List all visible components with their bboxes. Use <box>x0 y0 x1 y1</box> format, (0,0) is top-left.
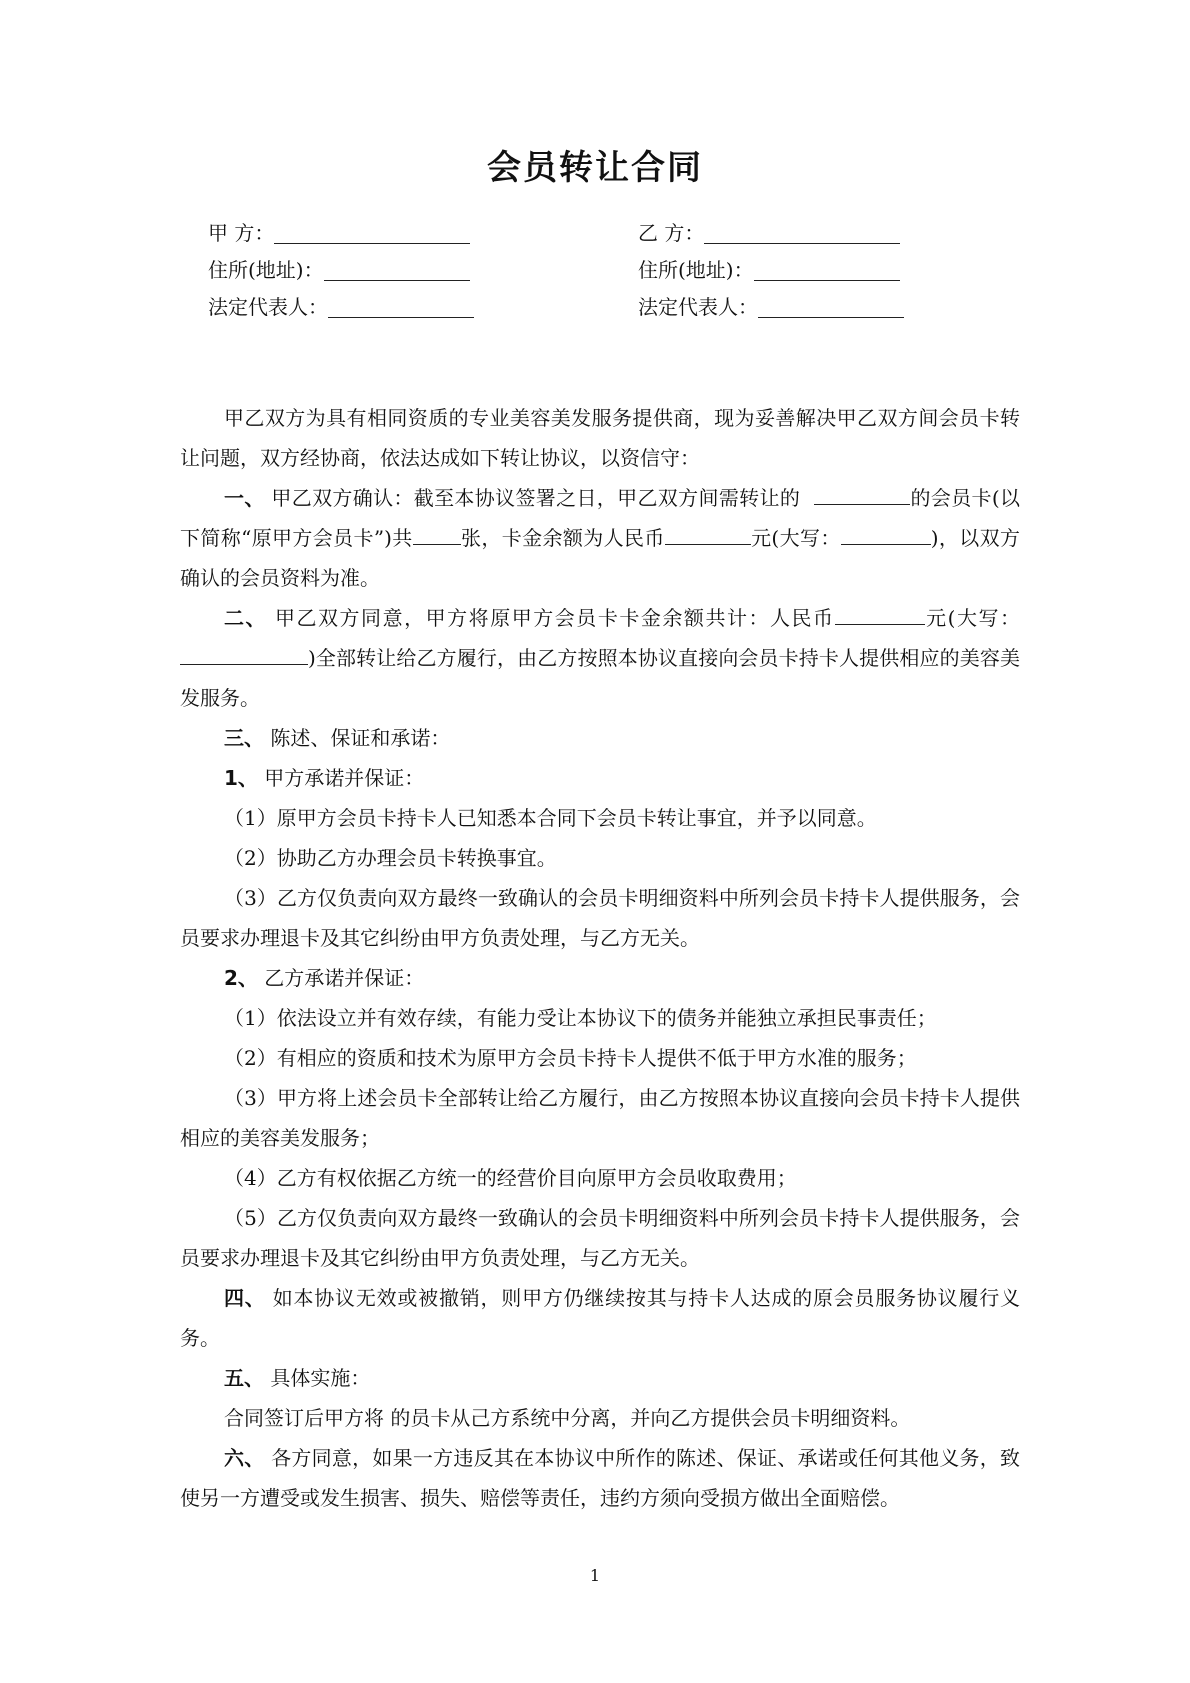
clause-6 <box>180 1438 1020 1518</box>
intro-paragraph: 甲乙双方为具有相同资质的专业美容美发服务提供商，现为妥善解决甲乙双方间会员卡转让问题，双方经协商，依法达成如下转让协议，以资信守： <box>180 406 1020 470</box>
clause-1-text-5: )，以双方确认的会员资料为准。 <box>180 526 1020 590</box>
clause-4-text: 如本协议无效或被撤销，则甲方仍继续按其与持卡人达成的原会员服务协议履行义务。 <box>180 1286 1021 1350</box>
contract-body <box>180 398 1020 1518</box>
party-a-address-row <box>208 255 470 285</box>
party-a-rep-row <box>208 292 474 322</box>
party-b-label: 乙 方： <box>638 221 705 245</box>
clause-6-text: 各方同意，如果一方违反其在本协议中所作的陈述、保证、承诺或任何其他义务，致使另一方遭受或发生损害、损失、赔偿等责任，违约方须向受损方做出全面赔偿。 <box>180 1446 1021 1510</box>
party-a-rep-label: 法定代表人： <box>208 295 328 319</box>
sub-clause-1-item-2: （2）协助乙方办理会员卡转换事宜。 <box>224 846 557 870</box>
clause-1-text-3: 张，卡金余额为人民币 <box>460 526 665 550</box>
clause-1-blank-amount <box>665 524 751 545</box>
party-b-address-label: 住所(地址)： <box>638 258 754 282</box>
clause-1-blank-name <box>814 484 910 505</box>
party-a-name-row <box>208 218 470 248</box>
clause-2-text-3: )全部转让给乙方履行，由乙方按照本协议直接向会员卡持卡人提供相应的美容美发服务。 <box>180 646 1020 710</box>
sub-clause-1-number: 1、 <box>224 766 258 790</box>
sub-clause-1-item-3: （3）乙方仅负责向双方最终一致确认的会员卡明细资料中所列会员卡持卡人提供服务，会员要求办理退卡及其它纠纷由甲方负责处理，与乙方无关。 <box>180 886 1020 950</box>
sub-clause-2-item-2: （2）有相应的资质和技术为原甲方会员卡持卡人提供不低于甲方水准的服务； <box>224 1046 917 1070</box>
clause-3-text: 陈述、保证和承诺： <box>270 726 451 750</box>
clause-2-text-1: 甲乙双方同意，甲方将原甲方会员卡卡金余额共计：人民币 <box>274 606 835 630</box>
party-b-rep-blank <box>758 295 904 318</box>
party-b-rep-row <box>638 292 904 322</box>
party-a-address-blank <box>324 258 470 281</box>
clause-1-blank-count <box>413 524 461 545</box>
clause-1-text-1: 甲乙双方确认：截至本协议签署之日，甲乙双方间需转让的 <box>271 486 801 510</box>
clause-3 <box>180 718 1020 758</box>
party-a-rep-blank <box>328 295 474 318</box>
clause-4-number: 四、 <box>224 1286 266 1310</box>
sub-clause-2 <box>180 958 1020 998</box>
party-b-address-row <box>638 255 900 285</box>
clause-1-blank-written-amount <box>841 524 895 545</box>
clause-1-number: 一、 <box>224 486 265 510</box>
clause-1-text-2: 的会员卡(以下简称“原甲方会员卡”)共 <box>180 486 1021 550</box>
party-b-name-blank <box>704 221 900 244</box>
clause-5-text: 具体实施： <box>270 1366 371 1390</box>
clause-2-number: 二、 <box>224 606 268 630</box>
sub-clause-2-item-1: （1）依法设立并有效存续，有能力受让本协议下的债务并能独立承担民事责任； <box>224 1006 937 1030</box>
party-b-name-row <box>638 218 900 248</box>
clause-4 <box>180 1278 1020 1358</box>
clause-2-blank-written-amount <box>180 644 308 665</box>
sub-clause-2-number: 2、 <box>224 966 258 990</box>
clause-6-number: 六、 <box>224 1446 265 1470</box>
party-a-label: 甲 方： <box>208 221 275 245</box>
clause-5-number: 五、 <box>224 1366 264 1390</box>
sub-clause-2-item-4: （4）乙方有权依据乙方统一的经营价目向原甲方会员收取费用； <box>224 1166 797 1190</box>
clause-2-blank-amount <box>835 604 925 625</box>
clause-2 <box>180 598 1020 718</box>
party-b-address-blank <box>754 258 900 281</box>
sub-clause-2-text: 乙方承诺并保证： <box>264 966 425 990</box>
party-a-address-label: 住所(地址)： <box>208 258 324 282</box>
document-title: 会员转让合同 <box>487 148 703 188</box>
clause-1-blank-written-amount-cont <box>895 524 931 545</box>
sub-clause-2-item-5: （5）乙方仅负责向双方最终一致确认的会员卡明细资料中所列会员卡持卡人提供服务，会员要求办理退卡及其它纠纷由甲方负责处理，与乙方无关。 <box>180 1206 1020 1270</box>
clause-1-text-4: 元(大写： <box>750 526 841 550</box>
clause-2-text-2: 元(大写： <box>924 606 1021 630</box>
clause-3-number: 三、 <box>224 726 264 750</box>
page-number: 1 <box>589 1566 601 1585</box>
party-a-name-blank <box>274 221 470 244</box>
clause-5 <box>180 1358 1020 1398</box>
sub-clause-1 <box>180 758 1020 798</box>
party-b-rep-label: 法定代表人： <box>638 295 758 319</box>
sub-clause-1-text: 甲方承诺并保证： <box>264 766 425 790</box>
clause-1 <box>180 478 1020 598</box>
sub-clause-2-item-3: （3）甲方将上述会员卡全部转让给乙方履行，由乙方按照本协议直接向会员卡持卡人提供相应的美容美发服务； <box>180 1086 1020 1150</box>
sub-clause-1-item-1: （1）原甲方会员卡持卡人已知悉本合同下会员卡转让事宜，并予以同意。 <box>224 806 877 830</box>
clause-5-detail: 合同签订后甲方将 的员卡从己方系统中分离，并向乙方提供会员卡明细资料。 <box>224 1406 911 1430</box>
